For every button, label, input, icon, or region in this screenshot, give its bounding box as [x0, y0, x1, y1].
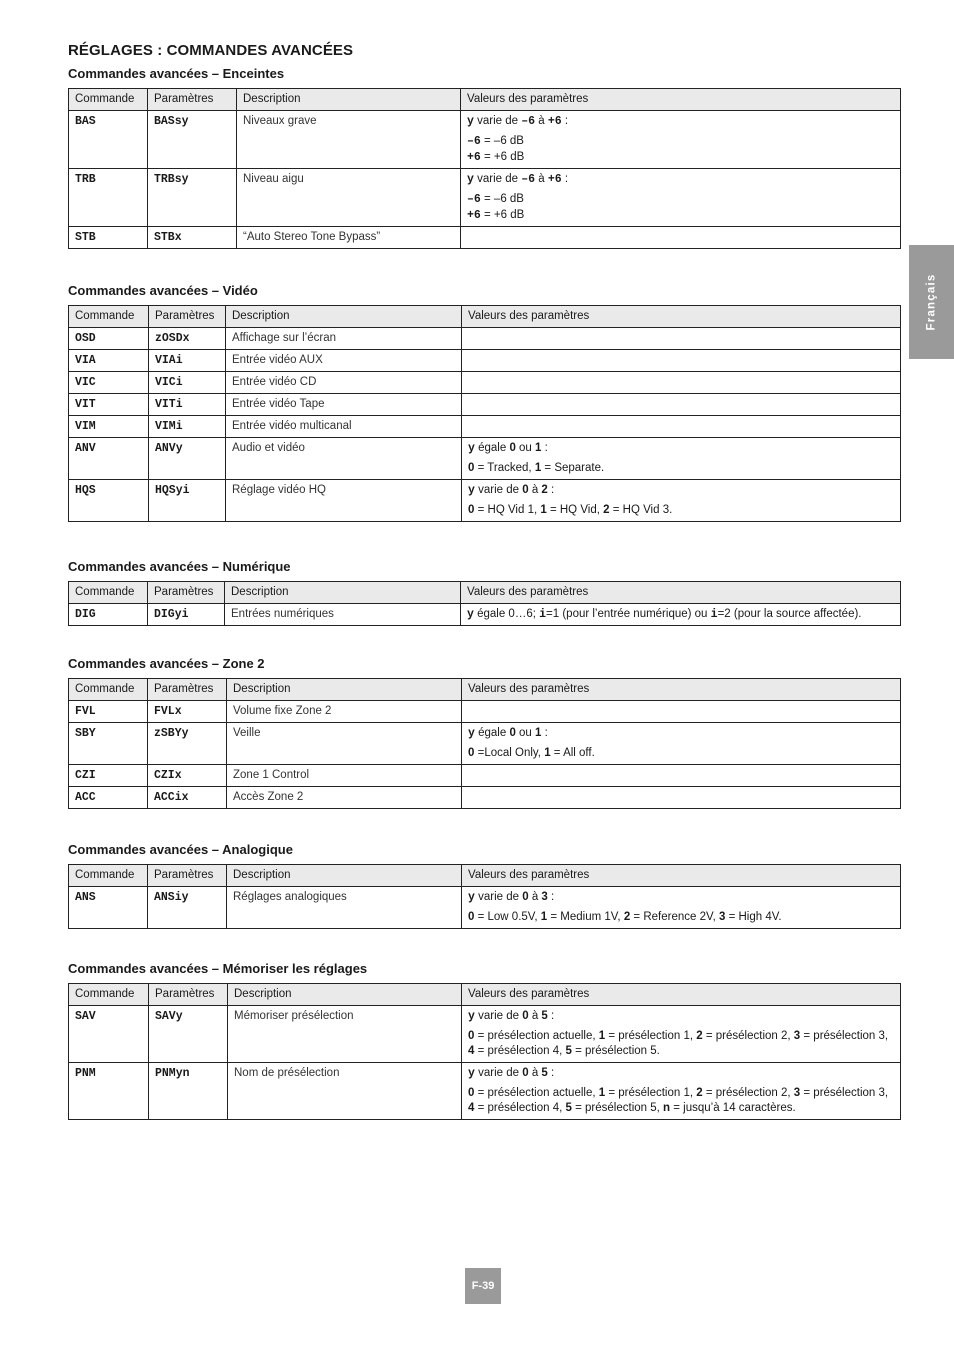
command-cell: ACC: [69, 787, 148, 809]
value-segment: 2: [603, 504, 610, 516]
table-row: [69, 328, 901, 350]
parameter-table: [68, 678, 901, 809]
description-cell: Entrée vidéo multicanal: [226, 416, 462, 438]
value-segment: = Medium 1V,: [547, 911, 624, 923]
table-row: [69, 604, 901, 626]
value-segment: 2: [696, 1087, 703, 1099]
value-segment: y: [467, 173, 474, 186]
parameter-table: [68, 983, 901, 1120]
parameter-cell: HQSyi: [149, 480, 226, 522]
description-cell: Affichage sur l’écran: [226, 328, 462, 350]
command-cell: OSD: [69, 328, 149, 350]
values-cell: [462, 328, 901, 350]
parameter-cell: ANSiy: [148, 887, 227, 929]
section-title: Commandes avancées – Mémoriser les réglages: [68, 961, 368, 976]
value-segment: –6: [467, 135, 481, 148]
parameter-table: [68, 88, 901, 249]
value-line: [468, 726, 894, 741]
value-segment: 3: [793, 1030, 801, 1042]
value-segment: = présélection 3,: [800, 1087, 889, 1099]
table-header-row: [69, 306, 901, 328]
value-segment: :: [541, 442, 548, 454]
value-segment: 0: [522, 484, 529, 496]
parameter-cell: SAVy: [149, 1006, 228, 1063]
value-segment: 5: [541, 1010, 548, 1022]
value-segment: = présélection 2,: [702, 1087, 794, 1099]
value-segment: à: [535, 115, 548, 127]
parameter-cell: zOSDx: [149, 328, 226, 350]
command-cell: SBY: [69, 723, 148, 765]
value-segment: =Local Only,: [474, 747, 545, 759]
value-segment: 0: [509, 442, 516, 454]
value-segment: varie de: [474, 1067, 523, 1079]
parameter-cell: STBx: [148, 227, 237, 249]
value-line: [468, 1066, 894, 1081]
value-segment: n: [663, 1102, 671, 1114]
values-cell: [462, 438, 901, 480]
value-segment: 2: [696, 1030, 703, 1042]
column-header: Valeurs des paramètres: [462, 306, 901, 328]
table-header-row: [69, 865, 901, 887]
column-header: Paramètres: [148, 89, 237, 111]
column-header: Paramètres: [148, 865, 227, 887]
value-segment: = présélection 4,: [474, 1045, 566, 1057]
values-cell: [462, 787, 901, 809]
value-segment: –6: [467, 193, 481, 206]
section-title: Commandes avancées – Analogique: [68, 842, 293, 857]
value-segment: =1 (pour l’entrée numérique) ou: [546, 608, 711, 620]
column-header: Description: [227, 679, 462, 701]
column-header: Commande: [69, 865, 148, 887]
parameter-cell: VIAi: [149, 350, 226, 372]
table-row: [69, 394, 901, 416]
value-segment: = présélection 3,: [800, 1030, 889, 1042]
table-row: [69, 1006, 901, 1063]
language-tab-label: Français: [925, 273, 938, 331]
page-title: RÉGLAGES : COMMANDES AVANCÉES: [68, 42, 354, 59]
value-segment: 1: [535, 727, 542, 739]
value-segment: y: [467, 115, 474, 128]
value-segment: i: [710, 608, 718, 621]
value-segment: = présélection actuelle,: [474, 1087, 599, 1099]
description-cell: Entrée vidéo CD: [226, 372, 462, 394]
values-cell: [462, 1006, 901, 1063]
value-segment: = All off.: [550, 747, 595, 759]
value-segment: 4: [468, 1102, 475, 1114]
value-segment: 5: [565, 1045, 572, 1057]
value-line: [468, 503, 894, 518]
description-cell: Réglage vidéo HQ: [226, 480, 462, 522]
table-row: [69, 723, 901, 765]
table-row: [69, 438, 901, 480]
values-cell: [462, 1063, 901, 1120]
table-row: [69, 701, 901, 723]
values-cell: [461, 227, 901, 249]
value-segment: = présélection 2,: [702, 1030, 794, 1042]
value-segment: à: [528, 891, 542, 903]
value-segment: :: [547, 891, 555, 903]
parameter-cell: CZIx: [148, 765, 227, 787]
value-segment: 2: [541, 484, 548, 496]
description-cell: Audio et vidéo: [226, 438, 462, 480]
column-header: Commande: [69, 582, 148, 604]
value-segment: à: [535, 173, 548, 185]
parameter-cell: VITi: [149, 394, 226, 416]
section-title: Commandes avancées – Zone 2: [68, 656, 265, 671]
value-segment: 0: [468, 1087, 475, 1099]
value-segment: =2 (pour la source affectée).: [717, 608, 862, 620]
value-line: [468, 1029, 894, 1059]
parameter-table: [68, 581, 901, 626]
value-segment: = HQ Vid 1,: [474, 504, 541, 516]
value-segment: –6: [521, 173, 536, 186]
value-segment: +6: [547, 173, 562, 186]
value-segment: varie de: [474, 484, 523, 496]
section-1: [68, 283, 900, 522]
column-header: Description: [227, 865, 462, 887]
value-segment: égale: [474, 727, 510, 739]
values-cell: [462, 372, 901, 394]
value-segment: :: [561, 173, 569, 185]
value-segment: 1: [534, 462, 542, 474]
description-cell: Volume fixe Zone 2: [227, 701, 462, 723]
value-segment: :: [561, 115, 569, 127]
value-segment: 4: [468, 1045, 475, 1057]
value-line: [468, 441, 894, 456]
value-segment: = +6 dB: [480, 151, 525, 163]
values-cell: [462, 350, 901, 372]
value-segment: 0: [468, 504, 475, 516]
parameter-table: [68, 305, 901, 522]
column-header: Paramètres: [149, 984, 228, 1006]
parameter-cell: FVLx: [148, 701, 227, 723]
value-line: [467, 114, 894, 129]
value-segment: y: [468, 442, 475, 455]
section-title: Commandes avancées – Vidéo: [68, 283, 258, 298]
value-segment: = jusqu’à 14 caractères.: [670, 1102, 796, 1114]
table-header-row: [69, 679, 901, 701]
description-cell: “Auto Stereo Tone Bypass”: [237, 227, 461, 249]
values-cell: [461, 169, 901, 227]
value-line: [468, 483, 894, 498]
value-segment: 0: [468, 1030, 475, 1042]
value-segment: 5: [565, 1102, 572, 1114]
value-segment: 1: [598, 1030, 606, 1042]
value-line: [468, 746, 894, 761]
values-cell: [462, 480, 901, 522]
command-cell: TRB: [69, 169, 148, 227]
table-row: [69, 480, 901, 522]
value-segment: varie de: [473, 115, 522, 127]
description-cell: Niveau aigu: [237, 169, 461, 227]
command-cell: DIG: [69, 604, 148, 626]
command-cell: SAV: [69, 1006, 149, 1063]
description-cell: Accès Zone 2: [227, 787, 462, 809]
parameter-cell: DIGyi: [148, 604, 225, 626]
value-segment: y: [468, 1010, 475, 1023]
page-number: F-39: [465, 1268, 501, 1304]
parameter-table: [68, 864, 901, 929]
table-row: [69, 887, 901, 929]
table-row: [69, 416, 901, 438]
value-segment: 0: [509, 727, 516, 739]
command-cell: BAS: [69, 111, 148, 169]
command-cell: CZI: [69, 765, 148, 787]
value-segment: :: [541, 727, 548, 739]
command-cell: VIC: [69, 372, 149, 394]
value-segment: +6: [467, 209, 481, 222]
value-segment: = Separate.: [541, 462, 605, 474]
value-segment: varie de: [474, 1010, 523, 1022]
column-header: Valeurs des paramètres: [461, 89, 901, 111]
value-line: [468, 461, 894, 476]
command-cell: FVL: [69, 701, 148, 723]
value-segment: = présélection 1,: [605, 1087, 697, 1099]
values-cell: [461, 604, 901, 626]
column-header: Valeurs des paramètres: [461, 582, 901, 604]
value-segment: +6: [467, 151, 481, 164]
value-segment: = –6 dB: [480, 135, 524, 147]
section-title: Commandes avancées – Numérique: [68, 559, 291, 574]
section-3: [68, 656, 900, 809]
parameter-cell: ANVy: [149, 438, 226, 480]
value-segment: ou: [515, 442, 536, 454]
table-row: [69, 1063, 901, 1120]
value-segment: = présélection 5,: [571, 1102, 664, 1114]
value-segment: 5: [541, 1067, 548, 1079]
column-header: Paramètres: [148, 582, 225, 604]
value-segment: 0: [522, 891, 529, 903]
section-2: [68, 559, 900, 626]
description-cell: Réglages analogiques: [227, 887, 462, 929]
value-segment: 1: [535, 442, 542, 454]
column-header: Valeurs des paramètres: [462, 679, 901, 701]
values-cell: [462, 701, 901, 723]
table-row: [69, 765, 901, 787]
value-segment: +6: [547, 115, 562, 128]
value-segment: = Low 0.5V,: [474, 911, 541, 923]
value-segment: y: [467, 608, 474, 621]
value-segment: égale: [474, 442, 510, 454]
table-header-row: [69, 582, 901, 604]
value-segment: = HQ Vid 3.: [609, 504, 673, 516]
column-header: Commande: [69, 984, 149, 1006]
section-0: [68, 66, 900, 249]
value-segment: 0: [522, 1067, 529, 1079]
value-line: [468, 1086, 894, 1116]
section-4: [68, 842, 900, 929]
parameter-cell: VICi: [149, 372, 226, 394]
value-segment: = –6 dB: [480, 193, 524, 205]
command-cell: VIA: [69, 350, 149, 372]
column-header: Description: [237, 89, 461, 111]
value-segment: = Reference 2V,: [630, 911, 719, 923]
value-segment: = +6 dB: [480, 209, 525, 221]
value-segment: 3: [718, 911, 726, 923]
command-cell: STB: [69, 227, 148, 249]
table-header-row: [69, 984, 901, 1006]
value-line: [467, 208, 894, 223]
table-row: [69, 372, 901, 394]
values-cell: [462, 887, 901, 929]
value-segment: = High 4V.: [725, 911, 782, 923]
value-segment: = présélection actuelle,: [474, 1030, 599, 1042]
table-row: [69, 169, 901, 227]
description-cell: Niveaux grave: [237, 111, 461, 169]
value-segment: 0: [468, 911, 475, 923]
value-segment: :: [547, 484, 555, 496]
parameter-cell: BASsy: [148, 111, 237, 169]
table-row: [69, 227, 901, 249]
value-segment: à: [528, 484, 542, 496]
values-cell: [462, 723, 901, 765]
description-cell: Zone 1 Control: [227, 765, 462, 787]
table-row: [69, 787, 901, 809]
column-header: Description: [225, 582, 461, 604]
value-segment: = présélection 4,: [474, 1102, 566, 1114]
value-segment: = présélection 1,: [605, 1030, 697, 1042]
value-line: [468, 1009, 894, 1024]
value-segment: varie de: [473, 173, 522, 185]
table-row: [69, 111, 901, 169]
value-segment: 0: [468, 747, 475, 759]
command-cell: ANS: [69, 887, 148, 929]
value-segment: 0: [522, 1010, 529, 1022]
parameter-cell: TRBsy: [148, 169, 237, 227]
value-segment: 1: [544, 747, 551, 759]
command-cell: ANV: [69, 438, 149, 480]
column-header: Description: [228, 984, 462, 1006]
description-cell: Entrée vidéo Tape: [226, 394, 462, 416]
value-segment: i: [539, 608, 547, 621]
description-cell: Entrée vidéo AUX: [226, 350, 462, 372]
value-segment: :: [547, 1010, 555, 1022]
command-cell: VIT: [69, 394, 149, 416]
value-segment: 0: [468, 462, 475, 474]
value-segment: 3: [541, 891, 548, 903]
column-header: Paramètres: [148, 679, 227, 701]
value-segment: égale 0…6;: [473, 608, 540, 620]
parameter-cell: PNMyn: [149, 1063, 228, 1120]
command-cell: HQS: [69, 480, 149, 522]
value-segment: à: [528, 1010, 542, 1022]
value-line: [467, 172, 894, 187]
value-segment: 1: [540, 911, 548, 923]
column-header: Description: [226, 306, 462, 328]
value-segment: à: [528, 1067, 542, 1079]
column-header: Commande: [69, 306, 149, 328]
value-line: [467, 134, 894, 149]
value-segment: 2: [623, 911, 631, 923]
command-cell: VIM: [69, 416, 149, 438]
values-cell: [461, 111, 901, 169]
value-segment: 1: [540, 504, 547, 516]
value-segment: = HQ Vid,: [546, 504, 604, 516]
value-segment: :: [547, 1067, 555, 1079]
description-cell: Entrées numériques: [225, 604, 461, 626]
values-cell: [462, 765, 901, 787]
description-cell: Nom de présélection: [228, 1063, 462, 1120]
value-segment: –6: [521, 115, 536, 128]
value-segment: = Tracked,: [474, 462, 535, 474]
value-segment: y: [468, 484, 475, 497]
description-cell: Veille: [227, 723, 462, 765]
column-header: Valeurs des paramètres: [462, 865, 901, 887]
value-line: [467, 607, 894, 622]
language-tab[interactable]: [909, 245, 954, 359]
parameter-cell: zSBYy: [148, 723, 227, 765]
value-segment: y: [468, 727, 475, 740]
command-cell: PNM: [69, 1063, 149, 1120]
parameter-cell: VIMi: [149, 416, 226, 438]
column-header: Paramètres: [149, 306, 226, 328]
section-title: Commandes avancées – Enceintes: [68, 66, 285, 81]
section-5: [68, 961, 900, 1120]
parameter-cell: ACCix: [148, 787, 227, 809]
value-line: [468, 910, 894, 925]
column-header: Commande: [69, 89, 148, 111]
value-segment: 1: [598, 1087, 606, 1099]
value-segment: ou: [515, 727, 536, 739]
values-cell: [462, 416, 901, 438]
value-line: [468, 890, 894, 905]
column-header: Valeurs des paramètres: [462, 984, 901, 1006]
column-header: Commande: [69, 679, 148, 701]
value-line: [467, 192, 894, 207]
value-segment: y: [468, 891, 475, 904]
table-row: [69, 350, 901, 372]
table-header-row: [69, 89, 901, 111]
value-segment: varie de: [474, 891, 523, 903]
value-segment: 3: [793, 1087, 801, 1099]
description-cell: Mémoriser présélection: [228, 1006, 462, 1063]
value-line: [467, 150, 894, 165]
value-segment: = présélection 5.: [571, 1045, 660, 1057]
value-segment: y: [468, 1067, 475, 1080]
values-cell: [462, 394, 901, 416]
